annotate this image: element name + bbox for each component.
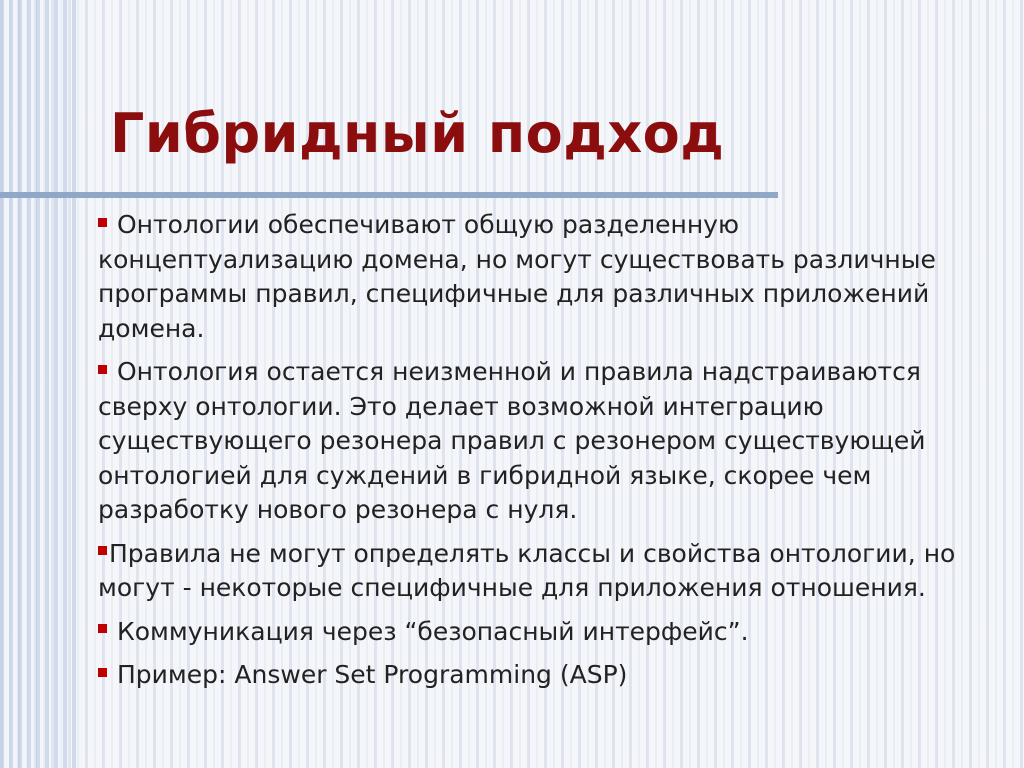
bullet-item-3: [98, 537, 998, 606]
bullet-text-4: Коммуникация через “безопасный интерфейс”.: [117, 616, 749, 646]
bullet-item-1: [98, 208, 998, 346]
square-bullet-icon: [98, 218, 107, 227]
left-decorative-band: [0, 0, 78, 768]
square-bullet-icon: [98, 668, 107, 677]
slide-title: Гибридный подход: [110, 102, 725, 165]
square-bullet-icon: [98, 624, 107, 633]
bullet-item-4: [98, 615, 998, 650]
square-bullet-icon: [98, 546, 107, 555]
bullet-item-2: [98, 355, 998, 528]
bullet-text-3: Правила не могут определять классы и свойства онтологии, но могут - некоторые специфичные для приложения отношения.: [98, 538, 956, 602]
bullet-item-5: [98, 658, 998, 693]
bullet-list: [98, 208, 998, 702]
title-divider: [0, 192, 778, 198]
square-bullet-icon: [98, 365, 107, 374]
bullet-text-1: Онтологии обеспечивают общую разделенную концептуализацию домена, но могут существовать различные программы правил, специфичные для различных приложений домена.: [98, 210, 936, 343]
bullet-text-2: Онтология остается неизменной и правила надстраиваются сверху онтологии. Это делает возможной интеграцию существующего резонера правил с резонером существующей онтологией для суждений в гибридной языке, скорее чем разработку нового резонера с нуля.: [98, 357, 926, 524]
bullet-text-5: Пример: Answer Set Programming (ASP): [117, 660, 628, 689]
